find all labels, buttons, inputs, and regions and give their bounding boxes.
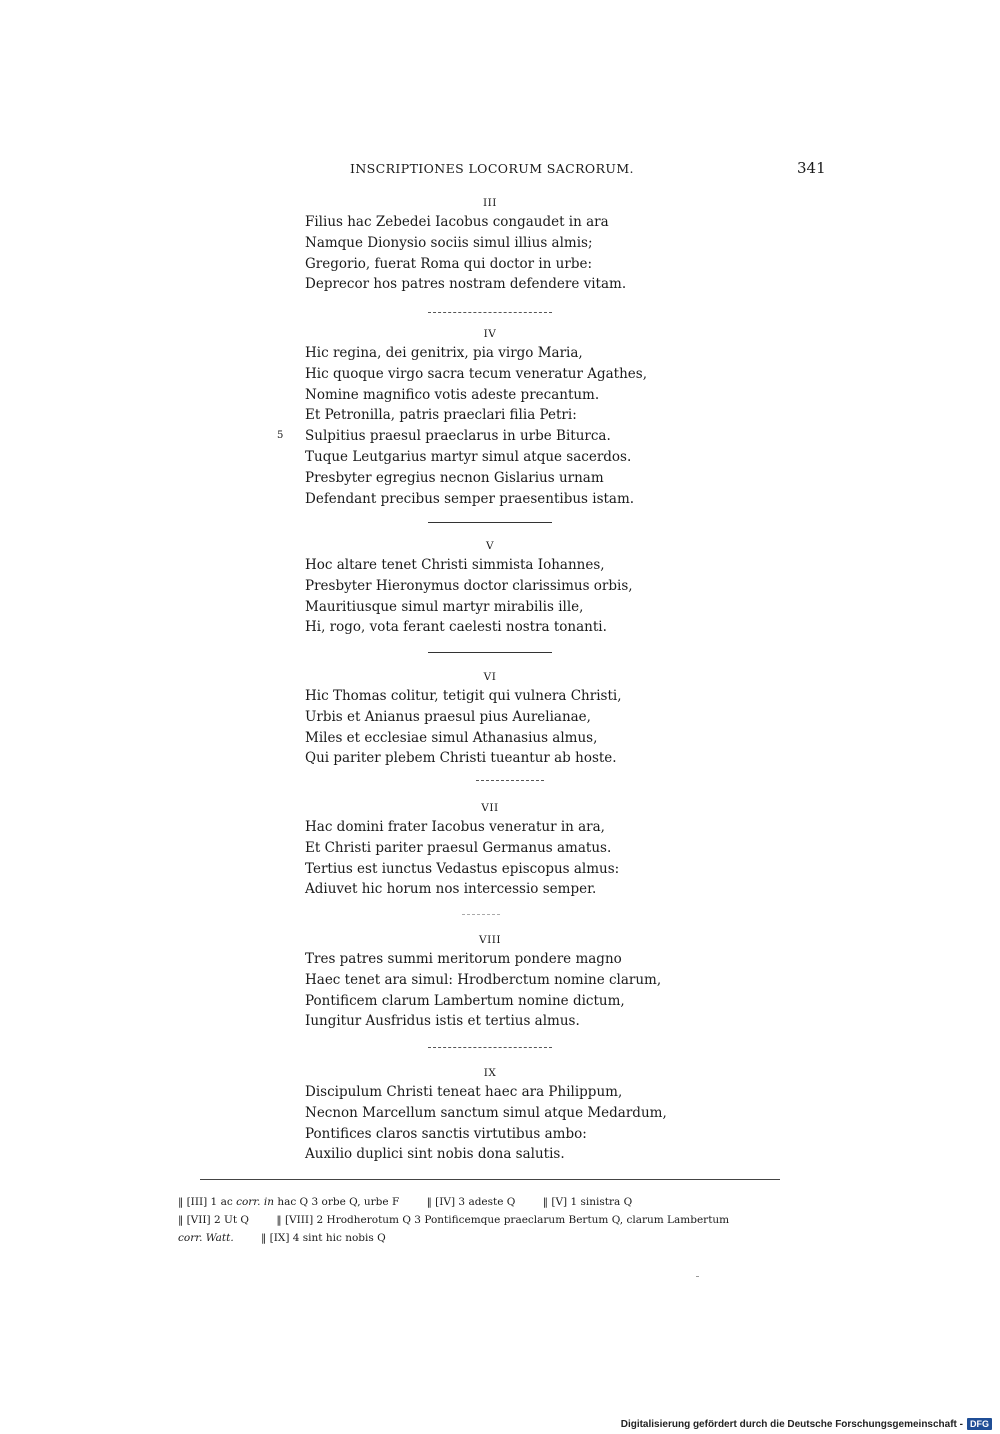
footnote-iii-correction: corr. in bbox=[236, 1196, 274, 1208]
verse-line: Hic regina, dei genitrix, pia virgo Maria, bbox=[305, 345, 583, 361]
digitization-credit-text: Digitalisierung gefördert durch die Deutsche Forschungsgemeinschaft - bbox=[620, 1418, 963, 1430]
verse-line: Filius hac Zebedei Iacobus congaudet in ara bbox=[305, 214, 609, 230]
line-number: 5 bbox=[277, 430, 284, 442]
verse-line: Haec tenet ara simul: Hrodberctum nomine clarum, bbox=[305, 971, 662, 988]
verse-text: Sulpitius praesul praeclarus in urbe Biturca. bbox=[305, 428, 611, 445]
verse-line: Presbyter Hieronymus doctor clarissimus orbis, bbox=[305, 577, 633, 594]
footnote-row bbox=[178, 1193, 828, 1211]
verse-line: Tres patres summi meritorum pondere magno bbox=[305, 951, 622, 967]
footnote-ix: ‖ [IX] 4 sint hic nobis Q bbox=[261, 1232, 386, 1244]
page-number: 341 bbox=[797, 159, 826, 177]
inscription-vii bbox=[305, 799, 785, 900]
section-separator bbox=[476, 780, 544, 781]
verse-line: Hac domini frater Iacobus veneratur in ara, bbox=[305, 819, 605, 835]
verse-line: Necnon Marcellum sanctum simul atque Medardum, bbox=[305, 1104, 667, 1121]
inscription-numeral: IX bbox=[483, 1067, 497, 1079]
section-separator bbox=[428, 522, 552, 523]
section-separator bbox=[428, 312, 552, 313]
verse-line: Defendant precibus semper praesentibus istam. bbox=[305, 490, 635, 507]
verse-line: Deprecor hos patres nostram defendere vitam. bbox=[305, 276, 627, 293]
verse-line: Discipulum Christi teneat haec ara Philippum, bbox=[305, 1084, 623, 1100]
footnote-iii: ‖ [III] 1 ac bbox=[178, 1196, 233, 1208]
verse-line: Mauritiusque simul martyr mirabilis ille, bbox=[305, 598, 584, 615]
verse-line: Pontificem clarum Lambertum nomine dictum, bbox=[305, 992, 625, 1009]
verse-line: Nomine magnifico votis adeste precantum. bbox=[305, 386, 600, 403]
footnote-iii-rest: hac Q 3 orbe Q, urbe F bbox=[277, 1196, 400, 1208]
stray-mark bbox=[696, 1276, 699, 1277]
verse-line: Presbyter egregius necnon Gislarius urnam bbox=[305, 469, 604, 486]
section-separator bbox=[428, 1047, 552, 1048]
footnotes bbox=[178, 1193, 828, 1247]
section-separator bbox=[428, 652, 552, 653]
verse-line: Miles et ecclesiae simul Athanasius almus, bbox=[305, 729, 598, 746]
verse-line: Urbis et Anianus praesul pius Aurelianae, bbox=[305, 708, 591, 725]
inscription-iii bbox=[305, 194, 785, 295]
footnote-vii: ‖ [VII] 2 Ut Q bbox=[178, 1214, 250, 1226]
verse-line: Pontifices claros sanctis virtutibus ambo: bbox=[305, 1125, 587, 1142]
verse-line: Adiuvet hic horum nos intercessio semper. bbox=[305, 881, 597, 898]
verse-line bbox=[277, 426, 785, 447]
footnote-iv: ‖ [IV] 3 adeste Q bbox=[426, 1196, 516, 1208]
inscription-v bbox=[305, 537, 785, 638]
footnote-rule bbox=[200, 1179, 780, 1180]
verse-line: Hic Thomas colitur, tetigit qui vulnera Christi, bbox=[305, 688, 622, 704]
verse-line: Hoc altare tenet Christi simmista Iohannes, bbox=[305, 557, 605, 573]
header-title: INSCRIPTIONES LOCORUM SACRORUM. bbox=[350, 161, 634, 176]
verse-line: Et Christi pariter praesul Germanus amatus. bbox=[305, 839, 612, 856]
verse-line: Iungitur Ausfridus istis et tertius almus. bbox=[305, 1013, 580, 1030]
inscription-vi bbox=[305, 668, 785, 769]
inscription-numeral: VII bbox=[481, 802, 499, 814]
verse-line: Tertius est iunctus Vedastus episcopus almus: bbox=[305, 860, 620, 877]
verse-line: Qui pariter plebem Christi tueantur ab hoste. bbox=[305, 750, 617, 767]
inscription-numeral: V bbox=[485, 540, 495, 552]
verse-line: Auxilio duplici sint nobis dona salutis. bbox=[305, 1146, 565, 1163]
inscription-viii bbox=[305, 931, 785, 1032]
inscription-ix bbox=[305, 1064, 785, 1165]
inscription-numeral: VI bbox=[483, 671, 497, 683]
verse-line: Tuque Leutgarius martyr simul atque sacerdos. bbox=[305, 448, 632, 465]
running-header bbox=[0, 161, 1000, 183]
footnote-row bbox=[178, 1229, 828, 1247]
inscription-numeral: IV bbox=[483, 328, 497, 340]
footnote-v: ‖ [V] 1 sinistra Q bbox=[542, 1196, 633, 1208]
verse-line: Hi, rogo, vota ferant caelesti nostra tonanti. bbox=[305, 619, 607, 636]
section-separator bbox=[462, 914, 500, 915]
digitization-credit bbox=[621, 1417, 992, 1431]
footnote-row bbox=[178, 1211, 828, 1229]
footnote-viii-correction: corr. Watt. bbox=[178, 1232, 234, 1244]
verse-line: Namque Dionysio sociis simul illius almis; bbox=[305, 234, 593, 251]
verse-line: Hic quoque virgo sacra tecum veneratur Agathes, bbox=[305, 365, 648, 382]
verse-line: Et Petronilla, patris praeclari filia Petri: bbox=[305, 407, 577, 424]
dfg-logo: DFG bbox=[967, 1418, 992, 1430]
inscription-numeral: III bbox=[483, 197, 497, 209]
verse-line: Gregorio, fuerat Roma qui doctor in urbe: bbox=[305, 255, 593, 272]
inscription-numeral: VIII bbox=[478, 934, 502, 946]
inscription-iv bbox=[277, 325, 785, 509]
footnote-viii: ‖ [VIII] 2 Hrodherotum Q 3 Pontificemque praeclarum Bertum Q, clarum Lambertum bbox=[276, 1214, 730, 1226]
